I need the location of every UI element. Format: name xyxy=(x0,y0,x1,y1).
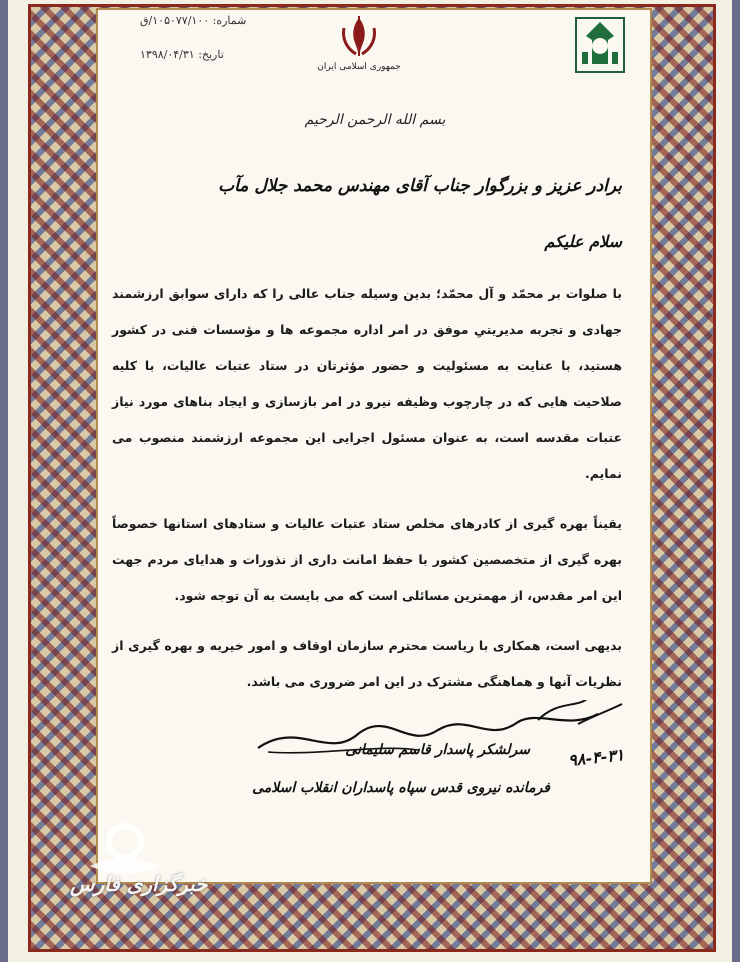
letter-number xyxy=(140,14,246,27)
date-label: تاریخ: xyxy=(198,48,224,61)
paragraph: یقیناً بهره گیری از کادرهای مخلص ستاد عتبات عالیات و ستادهای استانها خصوصاً بهره گیری از متخصصین کشور با حفظ امانت داری از نذورات و هدایای مردم جهت این امر مقدس، از مهمترین مسائلی است که می بایست به آن توجه شود. xyxy=(112,516,622,603)
paragraph: بدیهی است، همکاری با ریاست محترم سازمان اوقاف و امور خیریه و بهره گیری از نظریات آنها و هماهنگی مشترک در این امر ضروری می باشد. xyxy=(112,638,622,689)
date-value: ۱۳۹۸/۰۴/۳۱ xyxy=(140,48,195,61)
signatory-name: سرلشکر پاسدار قاسم سلیمانی xyxy=(345,742,530,758)
handwritten-date: ۹۸-۴-۳۱ xyxy=(566,745,625,770)
letter-date xyxy=(140,48,224,61)
salutation: برادر عزیز و بزرگوار جناب آقای مهندس محمد جلال مآب xyxy=(218,176,622,196)
signatory-title: فرمانده نیروی قدس سپاه پاسداران انقلاب اسلامی xyxy=(252,780,550,796)
basmala: بسم الله الرحمن الرحیم xyxy=(304,112,446,128)
greeting: سلام علیکم xyxy=(544,232,622,251)
irgc-logo-icon xyxy=(574,16,626,74)
number-label: شماره: xyxy=(212,14,247,27)
number-value: ۱۰۵۰۷۷/۱۰۰/ق xyxy=(140,14,210,27)
paragraph: با صلوات بر محمّد و آل محمّد؛ بدین وسیله جناب عالی را که دارای سوابق ارزشمند جهادی و تجربه مدیریتیِ موفق در امر اداره مجموعه ها و مؤسسات فنی در کشور هستید، با عنایت به مسئولیت و حضور مؤثرتان در ستاد عتبات عالیات، با کلیه صلاحیت هایی که در چارچوب وظیفه نیرو در امر بازسازی و ایجاد بناهای مورد نیاز عتبات مقدسه است، به عنوان مسئول اجرایی این مجموعه ارزشمند منصوب می نمایم. xyxy=(112,286,622,481)
watermark-text: خبرگزاری فارس xyxy=(70,872,208,896)
iran-emblem-icon xyxy=(334,14,384,60)
letter-body xyxy=(112,276,622,714)
emblem-caption: جمهوری اسلامی ایران xyxy=(317,62,401,72)
